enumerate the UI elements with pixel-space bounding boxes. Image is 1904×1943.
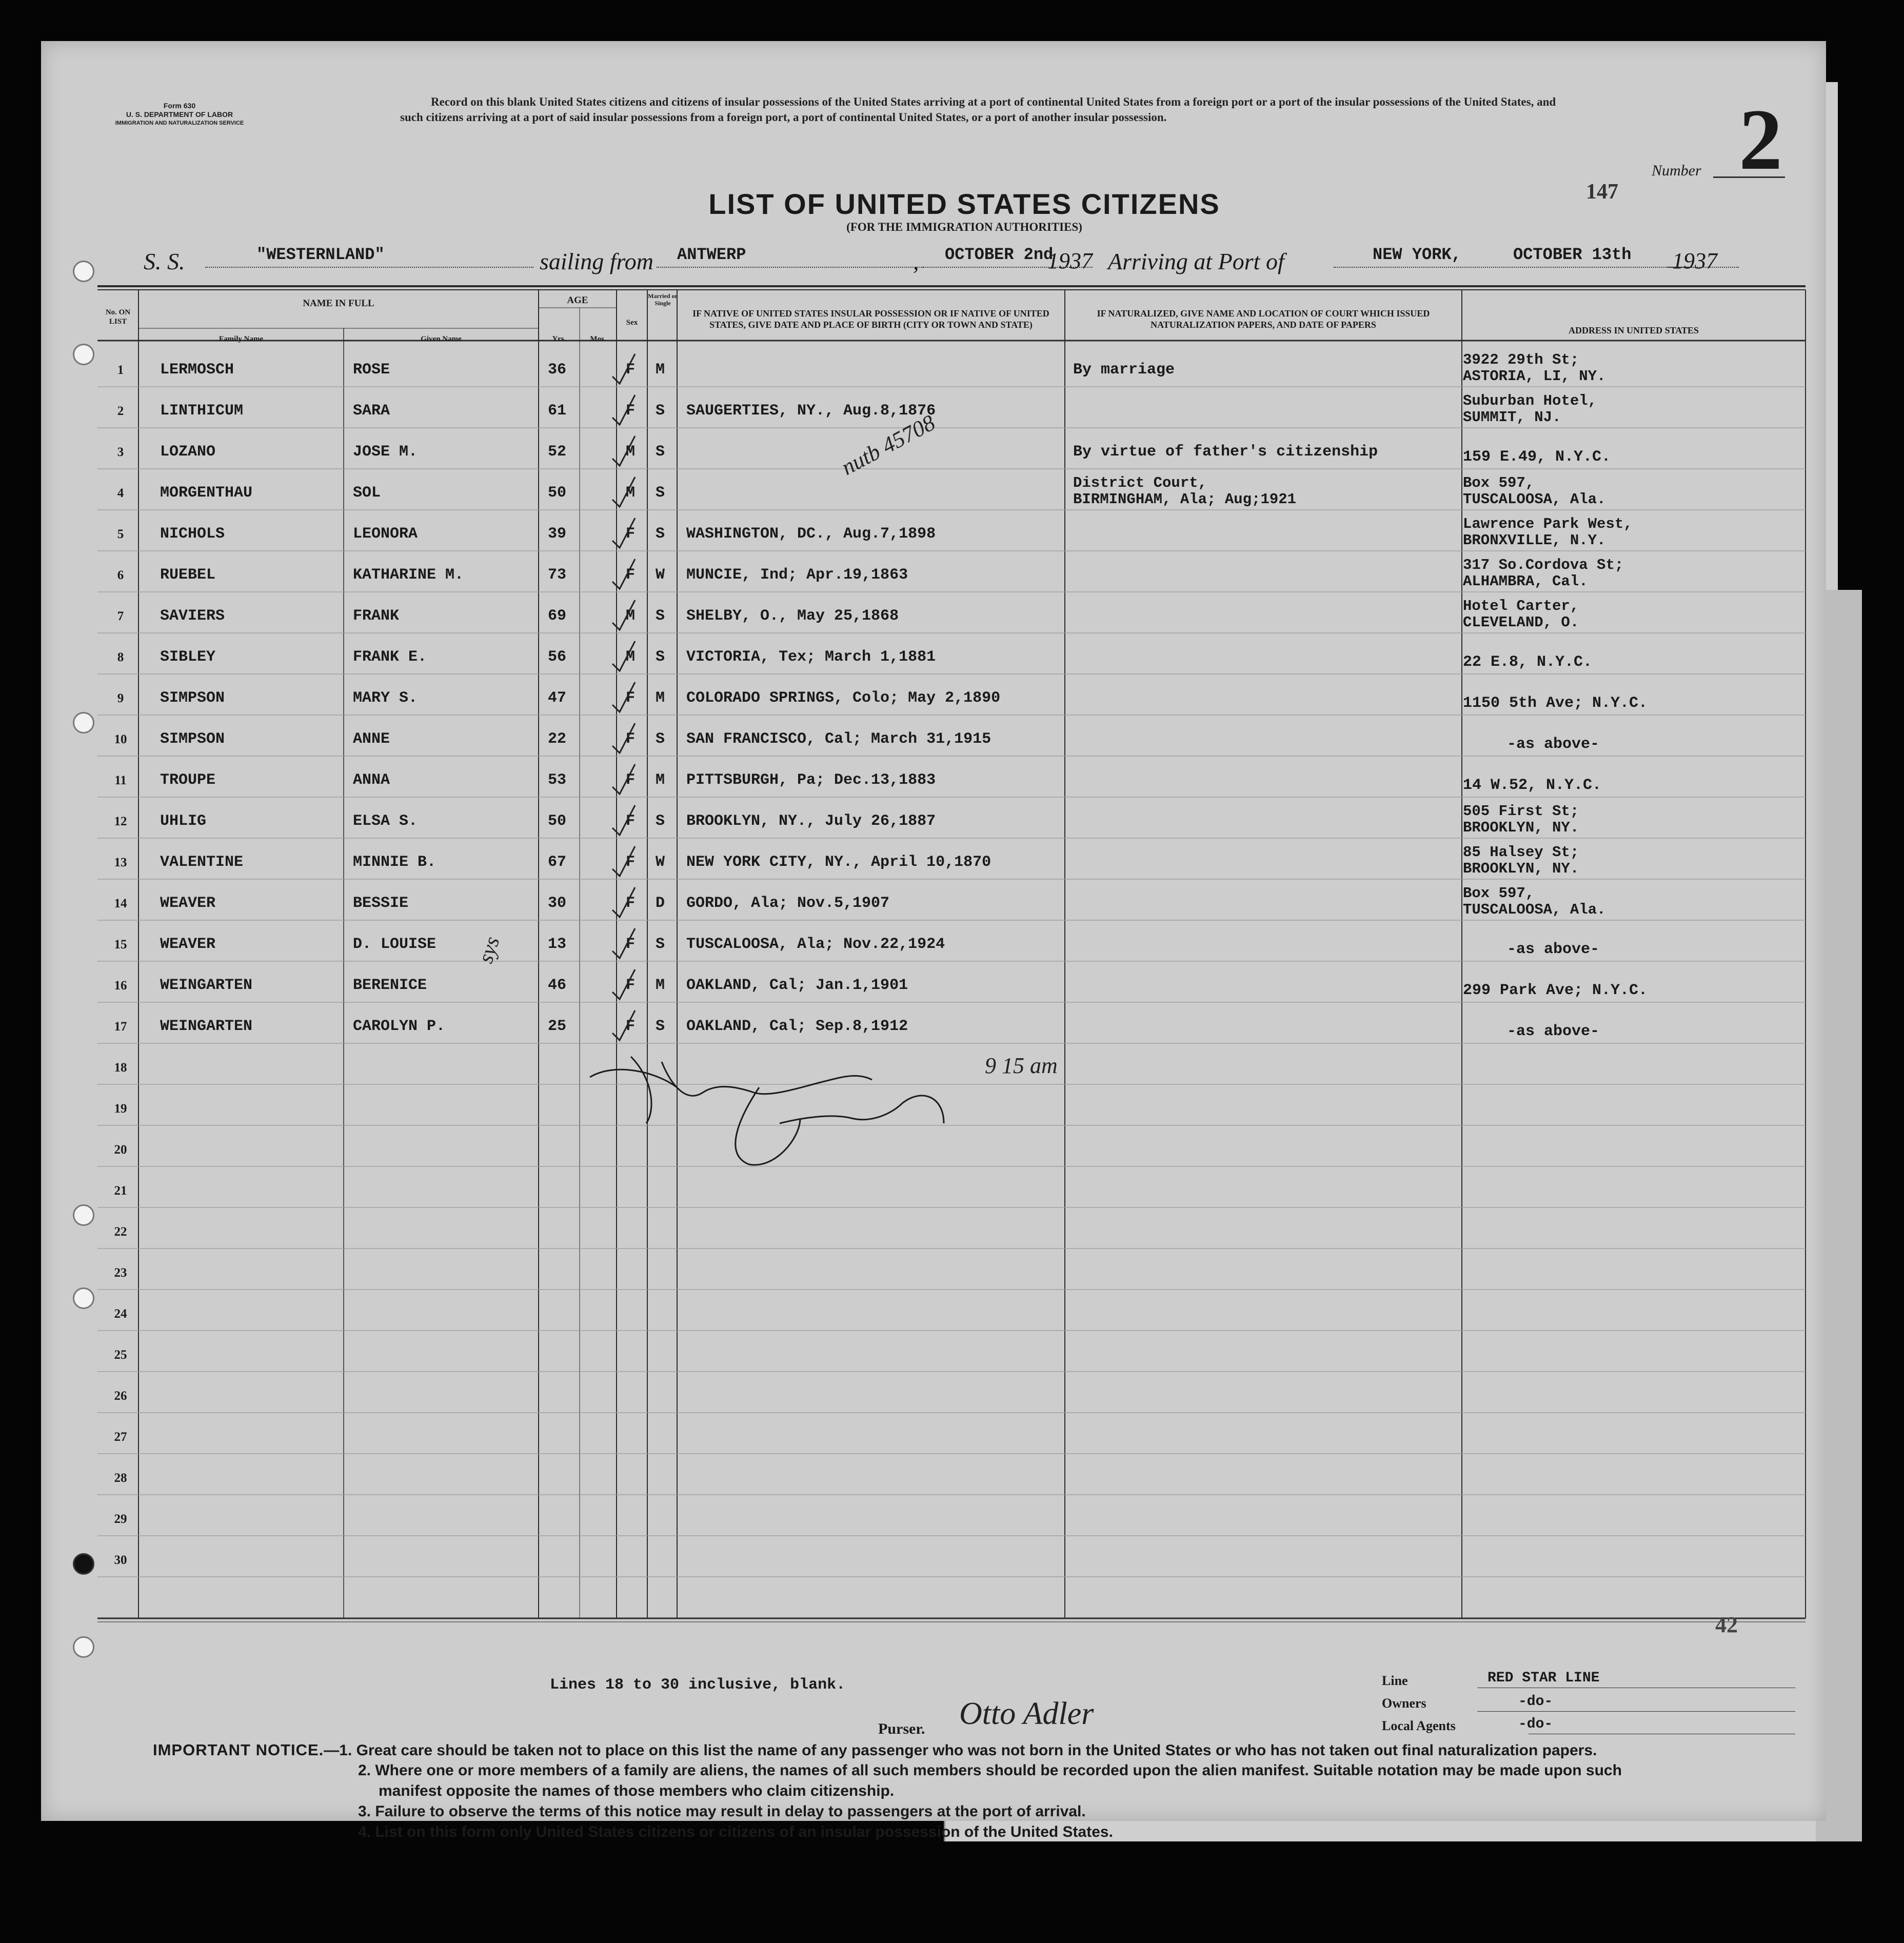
address-line-2: CLEVELAND, O.	[1463, 614, 1579, 631]
family-name: NICHOLS	[160, 525, 225, 543]
sex: F	[626, 936, 636, 953]
sex: M	[626, 443, 636, 461]
address-line-1: Lawrence Park West,	[1463, 516, 1633, 532]
given-name: BERENICE	[353, 977, 427, 994]
family-name: MORGENTHAU	[160, 484, 253, 502]
marital-status: S	[656, 607, 665, 625]
address-line-1: 299 Park Ave; N.Y.C.	[1463, 982, 1648, 999]
purser-label: Purser.	[878, 1720, 925, 1737]
birth-place-date: OAKLAND, Cal; Sep.8,1912	[686, 1018, 908, 1035]
row-number: 9	[117, 691, 124, 705]
owners-value: -do-	[1518, 1694, 1553, 1710]
sex: M	[626, 484, 636, 502]
marital-status: S	[656, 443, 665, 461]
sex: F	[626, 977, 636, 994]
family-name: SIMPSON	[160, 689, 225, 707]
row-number: 8	[117, 650, 124, 664]
row-number: 22	[114, 1225, 127, 1239]
birth-place-date: GORDO, Ala; Nov.5,1907	[686, 895, 890, 912]
marital-status: S	[656, 525, 665, 543]
row-number: 13	[114, 856, 127, 869]
verification-tick	[608, 967, 639, 1003]
departure-date: OCTOBER 2nd	[945, 245, 1054, 264]
department-name: U. S. DEPARTMENT OF LABOR	[126, 110, 233, 118]
family-name: VALENTINE	[160, 854, 244, 871]
naturalization-location-date: BIRMINGHAM, Ala; Aug;1921	[1073, 491, 1297, 508]
address-line-2: BROOKLYN, NY.	[1463, 819, 1579, 836]
header-birth-info: IF NATIVE OF UNITED STATES INSULAR POSSESSION OR IF NATIVE OF UNITED STATES, GIVE DATE AND PLACE OF BIRTH (CITY OR TOWN AND STATE)	[692, 308, 1049, 330]
given-name: ANNA	[353, 771, 390, 789]
birth-place-date: VICTORIA, Tex; March 1,1881	[686, 648, 936, 666]
birth-place-date: BROOKLYN, NY., July 26,1887	[686, 812, 936, 830]
notice-item-4: 4. List on this form only United States citizens or citizens of an insular possession of the United States.	[358, 1823, 1113, 1840]
address-line-1: 317 So.Cordova St;	[1463, 557, 1624, 573]
sex: F	[626, 402, 636, 420]
notice-item-2-cont: manifest opposite the names of those members who claim citizenship.	[379, 1782, 895, 1799]
row-number: 18	[114, 1061, 127, 1075]
given-name: BESSIE	[353, 895, 409, 912]
verification-tick	[608, 393, 639, 429]
family-name: SIBLEY	[160, 648, 216, 666]
given-name: ANNE	[353, 730, 390, 748]
row-number: 25	[114, 1348, 127, 1362]
header-married-single: Married or Single	[648, 292, 678, 307]
given-name: KATHARINE M.	[353, 566, 464, 584]
row-number: 3	[117, 445, 124, 459]
given-name: MINNIE B.	[353, 854, 437, 871]
row-number: 14	[114, 897, 127, 910]
departure-year: 1937	[1047, 248, 1093, 273]
family-name: UHLIG	[160, 812, 207, 830]
header-no-on-list: No. ON LIST	[105, 308, 131, 326]
verification-tick	[608, 516, 639, 552]
given-name: ROSE	[353, 361, 390, 379]
header-address: ADDRESS IN UNITED STATES	[1569, 325, 1699, 335]
header-naturalization: IF NATURALIZED, GIVE NAME AND LOCATION OF COURT WHICH ISSUED NATURALIZATION PAPERS, AND DATE OF PAPERS	[1097, 308, 1430, 330]
row-number: 23	[114, 1266, 127, 1280]
birth-place-date: PITTSBURGH, Pa; Dec.13,1883	[686, 771, 936, 789]
row-number: 24	[114, 1307, 127, 1321]
row-number: 11	[114, 774, 127, 787]
row-number: 10	[114, 732, 127, 746]
address-line-2: BROOKLYN, NY.	[1463, 860, 1579, 877]
row-number: 19	[114, 1102, 127, 1116]
local-agents-value: -do-	[1518, 1716, 1553, 1732]
birth-place-date: SHELBY, O., May 25,1868	[686, 607, 899, 625]
naturalization-info: By virtue of father's citizenship	[1073, 443, 1378, 461]
ship-name: "WESTERNLAND"	[256, 245, 385, 264]
given-name: SOL	[353, 484, 381, 502]
page-title: LIST OF UNITED STATES CITIZENS	[708, 188, 1220, 220]
service-name: IMMIGRATION AND NATURALIZATION SERVICE	[115, 120, 244, 126]
marital-status: M	[656, 771, 665, 789]
marital-status: M	[656, 977, 665, 994]
address-line-1: -as above-	[1507, 736, 1600, 753]
age-years: 25	[548, 1018, 567, 1035]
row-number: 30	[114, 1553, 127, 1567]
verification-tick	[608, 926, 639, 962]
given-name: MARY S.	[353, 689, 418, 707]
arriving-label: Arriving at Port of	[1108, 248, 1284, 274]
naturalization-court: District Court,	[1073, 474, 1207, 491]
row-number: 29	[114, 1512, 127, 1526]
family-name: WEAVER	[160, 895, 216, 912]
address-line-1: 14 W.52, N.Y.C.	[1463, 777, 1602, 794]
notice-lead: IMPORTANT NOTICE.	[153, 1741, 324, 1759]
number-label: Number	[1652, 162, 1701, 179]
blank-lines-note: Lines 18 to 30 inclusive, blank.	[550, 1676, 846, 1694]
family-name: WEINGARTEN	[160, 977, 253, 994]
family-name: WEAVER	[160, 936, 216, 953]
age-years: 13	[548, 936, 567, 953]
given-name: LEONORA	[353, 525, 418, 543]
address-line-1: 85 Halsey St;	[1463, 844, 1579, 861]
age-years: 36	[548, 361, 567, 379]
row-number: 7	[117, 609, 124, 623]
ss-label: S. S.	[144, 248, 185, 274]
verification-tick	[608, 762, 639, 798]
sex: F	[626, 895, 636, 912]
marital-status: W	[656, 566, 665, 584]
verification-tick	[608, 352, 639, 388]
departure-port: ANTWERP	[677, 245, 746, 264]
verification-tick	[608, 885, 639, 921]
age-years: 56	[548, 648, 567, 666]
line-value: RED STAR LINE	[1488, 1670, 1600, 1686]
verification-tick	[608, 803, 639, 839]
row-number: 28	[114, 1471, 127, 1485]
address-line-1: Box 597,	[1463, 885, 1535, 902]
handwritten-time-note: 9 15 am	[985, 1053, 1058, 1078]
verification-tick	[608, 475, 639, 511]
marital-status: D	[656, 895, 665, 912]
address-line-1: 3922 29th St;	[1463, 351, 1579, 368]
row-number: 26	[114, 1389, 127, 1403]
given-name: JOSE M.	[353, 443, 418, 461]
address-line-1: 1150 5th Ave; N.Y.C.	[1463, 695, 1648, 712]
marital-status: M	[656, 361, 665, 379]
owners-label: Owners	[1382, 1696, 1426, 1711]
header-name-in-full: NAME IN FULL	[303, 298, 374, 309]
address-line-2: SUMMIT, NJ.	[1463, 409, 1561, 426]
age-years: 30	[548, 895, 567, 912]
sex: F	[626, 730, 636, 748]
header-age-mos: Mos.	[590, 335, 606, 343]
manifest-page	[41, 41, 1826, 1840]
given-name: FRANK	[353, 607, 400, 625]
address-line-1: Box 597,	[1463, 474, 1535, 491]
arrival-year: 1937	[1672, 248, 1717, 273]
age-years: 50	[548, 484, 567, 502]
birth-place-date: WASHINGTON, DC., Aug.7,1898	[686, 525, 936, 543]
sex: F	[626, 525, 636, 543]
verification-tick	[608, 680, 639, 716]
number-value: 2	[1739, 91, 1782, 188]
row-number: 4	[117, 486, 124, 500]
address-line-2: BRONXVILLE, N.Y.	[1463, 532, 1606, 549]
age-years: 50	[548, 812, 567, 830]
age-years: 67	[548, 854, 567, 871]
address-line-1: 159 E.49, N.Y.C.	[1463, 448, 1611, 466]
line-label: Line	[1382, 1673, 1408, 1688]
address-line-1: 505 First St;	[1463, 803, 1579, 820]
header-age: AGE	[567, 295, 588, 306]
marital-status: S	[656, 730, 665, 748]
given-name: CAROLYN P.	[353, 1018, 446, 1035]
birth-place-date: TUSCALOOSA, Ala; Nov.22,1924	[686, 936, 945, 953]
age-years: 73	[548, 566, 567, 584]
header-age-yrs: Yrs.	[552, 335, 566, 343]
address-line-1: Suburban Hotel,	[1463, 392, 1597, 409]
age-years: 53	[548, 771, 567, 789]
sex: F	[626, 1018, 636, 1035]
sex: F	[626, 689, 636, 707]
marital-status: S	[656, 1018, 665, 1035]
age-years: 39	[548, 525, 567, 543]
stamp-number: 147	[1586, 180, 1618, 204]
row-number: 20	[114, 1143, 127, 1157]
page-subtitle: (FOR THE IMMIGRATION AUTHORITIES)	[846, 221, 1082, 233]
address-line-1: Hotel Carter,	[1463, 598, 1579, 614]
header-family-name: Family Name	[219, 335, 264, 343]
marital-status: W	[656, 854, 665, 871]
family-name: TROUPE	[160, 771, 216, 789]
verification-tick	[608, 844, 639, 880]
handwritten-margin-note: nutb 45708	[837, 410, 940, 480]
comma-sep: ,	[913, 248, 919, 274]
row-number: 15	[114, 938, 127, 951]
birth-place-date: SAN FRANCISCO, Cal; March 31,1915	[686, 730, 991, 748]
family-name: LERMOSCH	[160, 361, 234, 379]
family-name: LOZANO	[160, 443, 216, 461]
marital-status: S	[656, 812, 665, 830]
notice-item-3: 3. Failure to observe the terms of this notice may result in delay to passengers at the port of arrival.	[358, 1803, 1086, 1820]
arrival-date: OCTOBER 13th	[1513, 245, 1632, 264]
address-line-2: ASTORIA, LI, NY.	[1463, 368, 1606, 385]
marital-status: S	[656, 936, 665, 953]
verification-tick	[608, 639, 639, 675]
family-name: SAVIERS	[160, 607, 225, 625]
verification-tick	[608, 598, 639, 634]
verification-tick	[608, 721, 639, 757]
birth-place-date: MUNCIE, Ind; Apr.19,1863	[686, 566, 908, 584]
local-agents-label: Local Agents	[1382, 1718, 1456, 1733]
sex: F	[626, 566, 636, 584]
marital-status: M	[656, 689, 665, 707]
owners-underline	[1477, 1711, 1795, 1712]
marital-status: S	[656, 484, 665, 502]
naturalization-info: By marriage	[1073, 361, 1175, 379]
verification-tick	[608, 557, 639, 593]
age-years: 69	[548, 607, 567, 625]
row-number: 1	[117, 363, 124, 377]
row-number: 5	[117, 527, 124, 541]
sex: M	[626, 607, 636, 625]
verification-tick	[608, 434, 639, 470]
marital-status: S	[656, 648, 665, 666]
age-years: 47	[548, 689, 567, 707]
sex: F	[626, 854, 636, 871]
age-years: 52	[548, 443, 567, 461]
sex: F	[626, 361, 636, 379]
birth-place-date: COLORADO SPRINGS, Colo; May 2,1890	[686, 689, 1001, 707]
arrival-port: NEW YORK,	[1373, 245, 1461, 264]
row-number: 21	[114, 1184, 127, 1198]
row-number: 16	[114, 979, 127, 993]
birth-place-date: OAKLAND, Cal; Jan.1,1901	[686, 977, 908, 994]
row-number: 27	[114, 1430, 127, 1444]
address-line-1: -as above-	[1507, 1023, 1600, 1040]
row-number: 6	[117, 568, 124, 582]
form-instructions: Record on this blank United States citizens and citizens of insular possessions of the United States arriving at a port of continental United States from a foreign port or a port of the insular possessions of the United States, and such citizens arriving at a port of said insular possessions from a foreign port, a port of continental United States, or a port of another insular possession.	[400, 95, 1556, 124]
header-sex: Sex	[626, 319, 638, 327]
form-number: Form 630	[163, 102, 196, 110]
address-line-1: 22 E.8, N.Y.C.	[1463, 653, 1593, 671]
given-name: SARA	[353, 402, 390, 420]
age-years: 61	[548, 402, 567, 420]
given-name: D. LOUISE	[353, 936, 437, 953]
family-name: WEINGARTEN	[160, 1018, 253, 1035]
sex: F	[626, 812, 636, 830]
notice-item-2: 2. Where one or more members of a family are aliens, the names of all such members should be recorded upon the alien manifest. Suitable notation may be made upon such	[358, 1762, 1622, 1779]
birth-place-date: SAUGERTIES, NY., Aug.8,1876	[686, 402, 936, 420]
address-line-1: -as above-	[1507, 941, 1600, 958]
birth-place-date: NEW YORK CITY, NY., April 10,1870	[686, 854, 991, 871]
age-years: 46	[548, 977, 567, 994]
given-name: ELSA S.	[353, 812, 418, 830]
purser-signature: Otto Adler	[959, 1696, 1094, 1731]
row-number: 2	[117, 404, 124, 418]
family-name: RUEBEL	[160, 566, 216, 584]
sex: M	[626, 648, 636, 666]
sailing-from-label: sailing from	[540, 248, 653, 274]
marital-status: S	[656, 402, 665, 420]
header-given-name: Given Name	[421, 335, 462, 343]
inspector-signature	[585, 1041, 975, 1175]
sex: F	[626, 771, 636, 789]
family-name: SIMPSON	[160, 730, 225, 748]
page-number: 42	[1715, 1612, 1738, 1637]
row-number: 17	[114, 1020, 127, 1034]
verification-tick	[608, 1008, 639, 1044]
address-line-2: ALHAMBRA, Cal.	[1463, 573, 1588, 590]
row-number: 12	[114, 815, 127, 828]
address-line-2: TUSCALOOSA, Ala.	[1463, 901, 1606, 918]
age-years: 22	[548, 730, 567, 748]
notice-item-1: —1. Great care should be taken not to place on this list the name of any passenger who was not born in the United States or who has not taken out final naturalization papers.	[324, 1742, 1597, 1759]
address-line-2: TUSCALOOSA, Ala.	[1463, 491, 1606, 508]
given-name: FRANK E.	[353, 648, 427, 666]
family-name: LINTHICUM	[160, 402, 244, 420]
handwritten-age-note: sys	[473, 934, 505, 966]
